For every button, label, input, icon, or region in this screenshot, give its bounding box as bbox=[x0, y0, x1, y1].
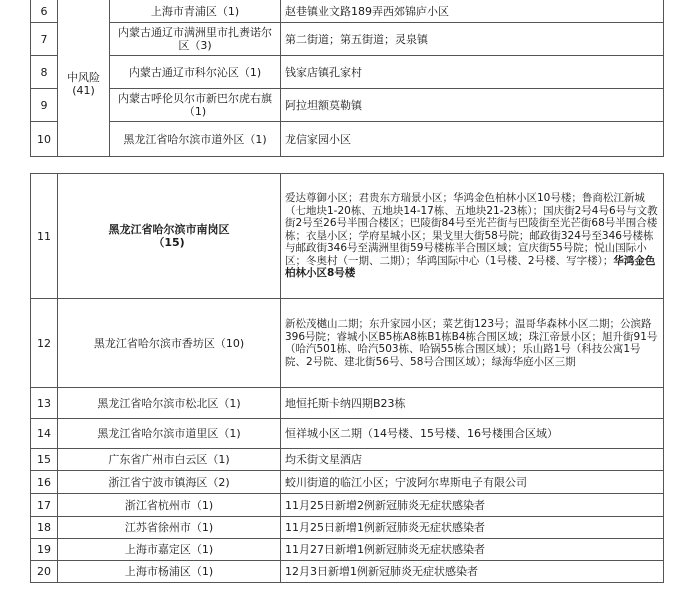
area-cell: 浙江省杭州市（1) bbox=[58, 494, 281, 517]
table-row bbox=[31, 449, 664, 471]
location-cell: 赵巷镇业文路189弄西郊锦庐小区 bbox=[281, 0, 664, 23]
row-number: 19 bbox=[31, 539, 58, 561]
location-cell: 均禾街文星酒店 bbox=[281, 449, 664, 471]
location-cell: 阿拉坦额莫勒镇 bbox=[281, 89, 664, 122]
location-cell: 12月3日新增1例新冠肺炎无症状感染者 bbox=[281, 561, 664, 583]
area-name: 黑龙江省哈尔滨市南岗区 bbox=[108, 223, 230, 236]
row-number: 6 bbox=[31, 0, 58, 23]
location-cell: 11月25日新增2例新冠肺炎无症状感染者 bbox=[281, 494, 664, 517]
location-text: 爱达尊御小区；君贵东方瑞景小区；华鸿金色柏林小区10号楼；鲁商松江新城（七地块1-20栋、五地块14-17栋、五地块21-23栋）；国庆街2号4号6号与文教街2号至26号半围合楼区；巴陵街84号至光芒街与巴陵街至光芒街68号半围合楼栋；衣垦小区；学府星城小区；果戈里大街58号院；邮政街324号至346号楼栋与邮政街346号至满洲里街59号楼栋半合围区域；宣庆街55号院；悦山国际小区；冬奥村（一期、二期）；华鸿国际中心（1号楼、2号楼、写字楼）； bbox=[285, 192, 658, 267]
row-number: 11 bbox=[31, 174, 58, 299]
table-row bbox=[31, 388, 664, 419]
risk-level-cell bbox=[58, 0, 110, 157]
row-number: 10 bbox=[31, 122, 58, 157]
location-cell: 蛟川街道的临江小区；宁波阿尔卑斯电子有限公司 bbox=[281, 471, 664, 494]
row-number: 20 bbox=[31, 561, 58, 583]
row-number: 17 bbox=[31, 494, 58, 517]
row-number: 16 bbox=[31, 471, 58, 494]
area-cell: 上海市嘉定区（1) bbox=[58, 539, 281, 561]
row-number: 18 bbox=[31, 517, 58, 539]
risk-level-count: (41) bbox=[72, 83, 95, 97]
table-row bbox=[31, 419, 664, 449]
location-cell: 恒祥城小区二期（14号楼、15号楼、16号楼围合区域） bbox=[281, 419, 664, 449]
table-row bbox=[31, 0, 664, 23]
location-cell: 钱家店镇孔家村 bbox=[281, 56, 664, 89]
area-cell: 内蒙古通辽市满洲里市扎赉诺尔区（3) bbox=[110, 23, 281, 56]
area-cell: 浙江省宁波市镇海区（2) bbox=[58, 471, 281, 494]
risk-table-part-2 bbox=[30, 173, 663, 583]
location-text-bold: 华鸿金色柏林小区8号楼 bbox=[285, 254, 656, 280]
area-cell: 内蒙古通辽市科尔沁区（1) bbox=[110, 56, 281, 89]
table-row bbox=[31, 174, 664, 299]
row-number: 7 bbox=[31, 23, 58, 56]
table-row bbox=[31, 56, 664, 89]
area-cell: 上海市杨浦区（1) bbox=[58, 561, 281, 583]
area-cell: 黑龙江省哈尔滨市松北区（1) bbox=[58, 388, 281, 419]
risk-level-label: 中风险 bbox=[67, 70, 100, 84]
location-cell bbox=[281, 174, 664, 299]
area-cell: 广东省广州市白云区（1) bbox=[58, 449, 281, 471]
location-cell: 龙信家园小区 bbox=[281, 122, 664, 157]
table-row bbox=[31, 122, 664, 157]
row-number: 9 bbox=[31, 89, 58, 122]
row-number: 15 bbox=[31, 449, 58, 471]
table-row bbox=[31, 299, 664, 388]
table-row bbox=[31, 494, 664, 517]
area-cell: 黑龙江省哈尔滨市道里区（1) bbox=[58, 419, 281, 449]
row-number: 14 bbox=[31, 419, 58, 449]
area-cell: 黑龙江省哈尔滨市香坊区（10) bbox=[58, 299, 281, 388]
row-number: 8 bbox=[31, 56, 58, 89]
location-cell: 11月27日新增1例新冠肺炎无症状感染者 bbox=[281, 539, 664, 561]
location-cell: 新松茂樾山二期；东升家园小区；菜艺街123号；温哥华森林小区二期；公滨路396号院；睿城小区B5栋A8栋B1栋B4栋合围区域；珠江帝景小区；旭升街91号（哈汽501栋、哈汽503栋、哈锅55栋合围区域）；乐山路1号（科技公寓1号院、2号院、建北街56号、58号合围区域）；绿海华庭小区三期 bbox=[281, 299, 664, 388]
table-row bbox=[31, 539, 664, 561]
area-cell: 江苏省徐州市（1) bbox=[58, 517, 281, 539]
table-row bbox=[31, 23, 664, 56]
area-cell bbox=[58, 174, 281, 299]
table-row bbox=[31, 471, 664, 494]
area-cell: 黑龙江省哈尔滨市道外区（1) bbox=[110, 122, 281, 157]
location-cell: 11月25日新增1例新冠肺炎无症状感染者 bbox=[281, 517, 664, 539]
area-cell: 内蒙古呼伦贝尔市新巴尔虎右旗（1) bbox=[110, 89, 281, 122]
area-count: （15) bbox=[153, 236, 185, 249]
location-cell: 第二街道；第五街道；灵泉镇 bbox=[281, 23, 664, 56]
location-cell: 地恒托斯卡纳四期B23栋 bbox=[281, 388, 664, 419]
risk-table-part-1 bbox=[30, 0, 663, 157]
table-row bbox=[31, 561, 664, 583]
table-row bbox=[31, 89, 664, 122]
table-row bbox=[31, 517, 664, 539]
row-number: 13 bbox=[31, 388, 58, 419]
row-number: 12 bbox=[31, 299, 58, 388]
area-cell: 上海市青浦区（1) bbox=[110, 0, 281, 23]
